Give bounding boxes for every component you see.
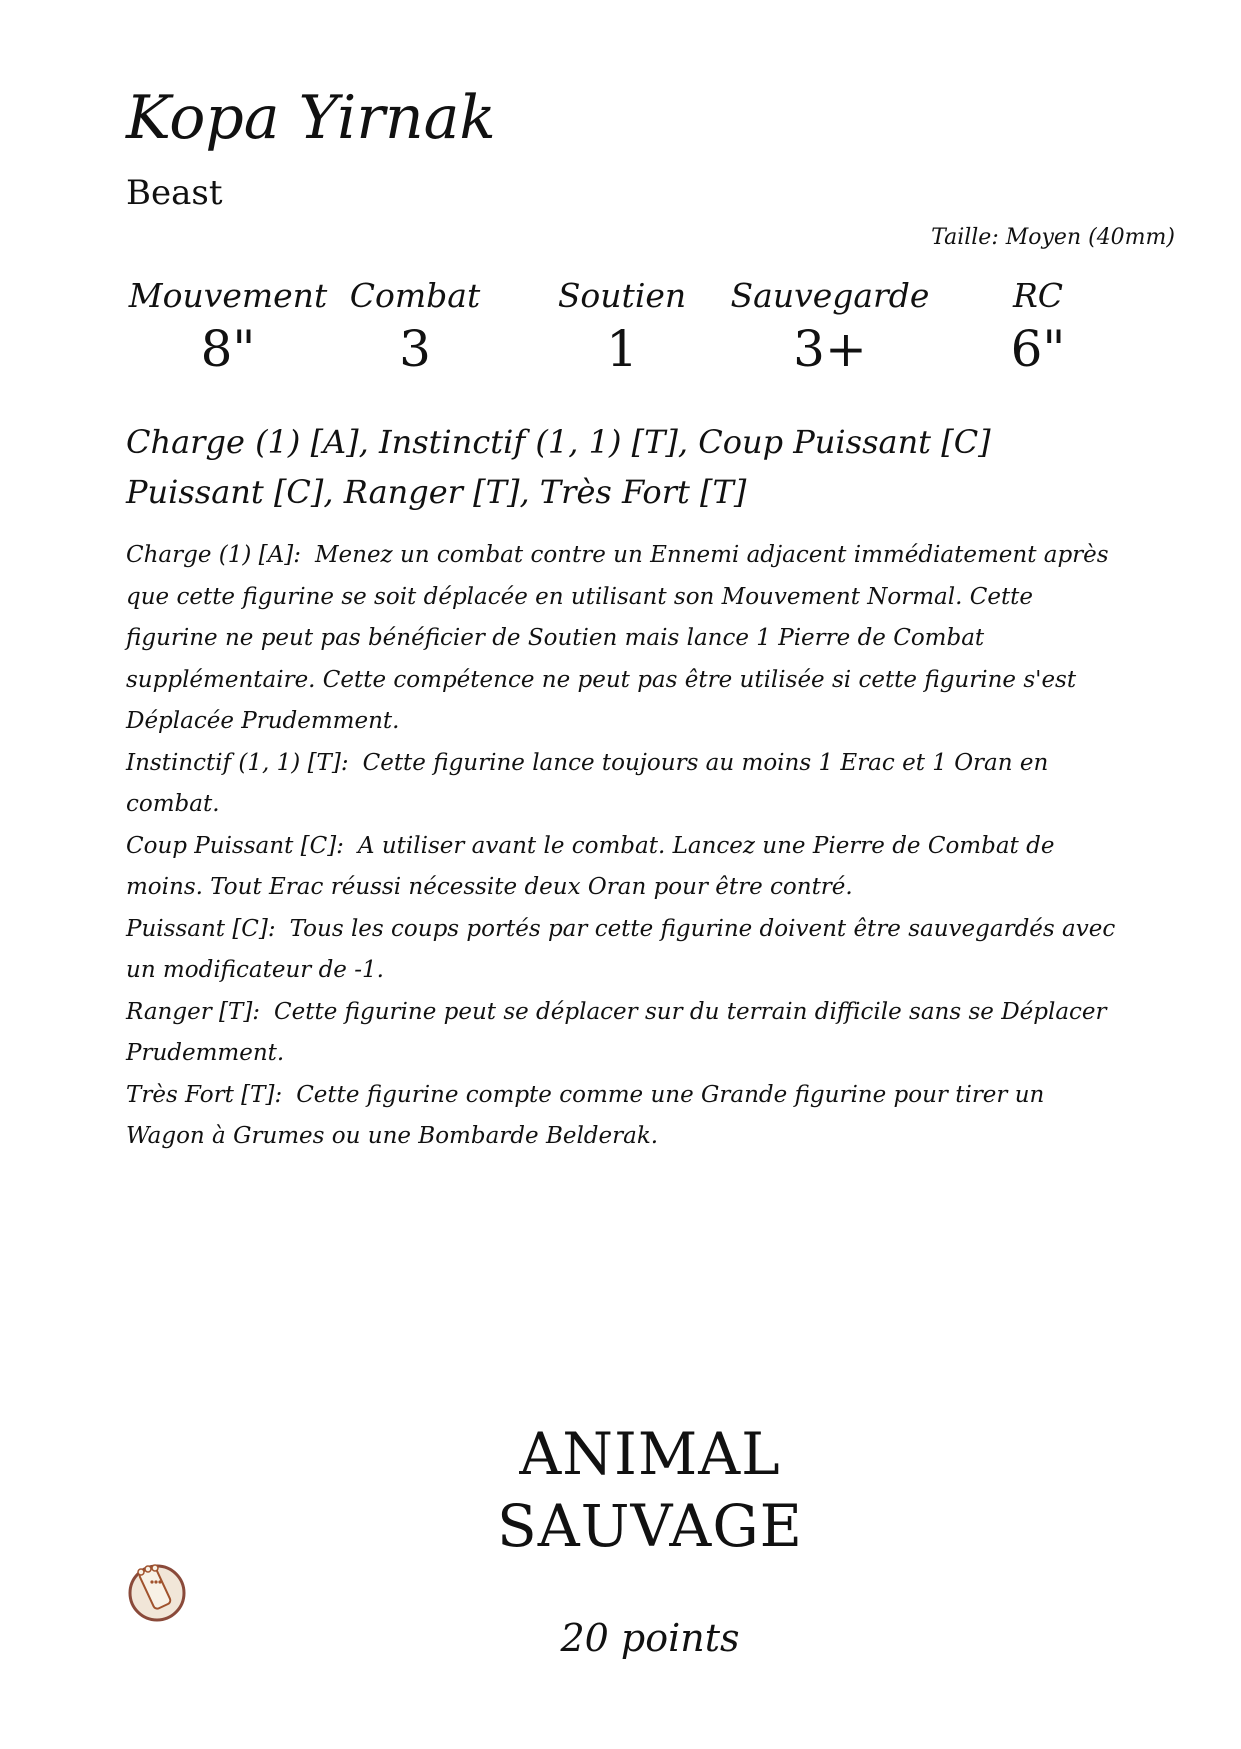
stat-rc [938, 278, 1138, 377]
stat-value: 3+ [793, 320, 867, 379]
rule-ranger [126, 992, 1126, 1075]
rule-puissant [126, 909, 1126, 992]
stat-combat [315, 278, 515, 377]
rule-tres-fort [126, 1075, 1126, 1158]
rule-name: Ranger [T]: [126, 998, 261, 1025]
stat-label: RC [1012, 276, 1064, 315]
rule-description: Menez un combat contre un Ennemi adjacent immédiatement après que cette figurine se soit déplacée en utilisant son Mouvement Normal. Cette figurine ne peut pas bénéficier de Soutien mais lance 1 Pierre de Combat supplémentaire. Cette compétence ne peut pas être utilisée si cette figurine s'est Déplacée Prudemment. [126, 542, 1109, 734]
stat-label: Combat [349, 276, 481, 315]
points-cost: 20 points [560, 1616, 740, 1660]
stat-sauvegarde [730, 278, 930, 377]
stats-row [100, 278, 1100, 388]
abilities-list [126, 417, 1126, 517]
card-size: Taille: Moyen (40mm) [931, 225, 1175, 250]
card-type: Beast [126, 173, 223, 213]
rules-text [126, 535, 1126, 1158]
faction-line-1: ANIMAL [519, 1420, 781, 1488]
stat-value: 8" [200, 320, 256, 379]
rule-coup-puissant [126, 826, 1126, 909]
rule-name: Charge (1) [A]: [126, 542, 301, 568]
rule-charge [126, 535, 1126, 743]
faction-name [420, 1418, 880, 1562]
rule-description: A utiliser avant le combat. Lancez une Pierre de Combat de moins. Tout Erac réussi nécessite deux Oran pour être contré. [126, 832, 1055, 900]
rule-name: Puissant [C]: [126, 915, 276, 942]
rule-name: Instinctif (1, 1) [T]: [126, 749, 349, 776]
stat-label: Sauvegarde [730, 276, 930, 315]
rule-description: Tous les coups portés par cette figurine doivent être sauvegardés avec un modificateur de -1. [126, 915, 1116, 983]
rule-description: Cette figurine lance toujours au moins 1 Erac et 1 Oran en combat. [126, 749, 1049, 817]
rule-instinctif [126, 743, 1126, 826]
stat-value: 6" [1010, 320, 1066, 379]
stat-label: Mouvement [128, 276, 328, 315]
stat-label: Soutien [557, 276, 687, 315]
rule-description: Cette figurine compte comme une Grande figurine pour tirer un Wagon à Grumes ou une Bombarde Belderak. [126, 1081, 1045, 1149]
rule-name: Très Fort [T]: [126, 1081, 283, 1108]
faction-line-2: SAUVAGE [496, 1492, 803, 1560]
abilities-line-1: Charge (1) [A], Instinctif (1, 1) [T], Coup Puissant [C] [126, 423, 991, 461]
rule-name: Coup Puissant [C]: [126, 832, 344, 859]
stat-value: 3 [399, 320, 431, 379]
stat-soutien [522, 278, 722, 377]
faction-logo-icon [126, 1560, 188, 1622]
stat-value: 1 [606, 320, 638, 379]
abilities-line-2: Puissant [C], Ranger [T], Très Fort [T] [126, 473, 747, 511]
card-name: Kopa Yirnak [126, 83, 496, 153]
stat-mouvement [128, 278, 328, 377]
rule-description: Cette figurine peut se déplacer sur du terrain difficile sans se Déplacer Prudemment. [126, 998, 1107, 1066]
